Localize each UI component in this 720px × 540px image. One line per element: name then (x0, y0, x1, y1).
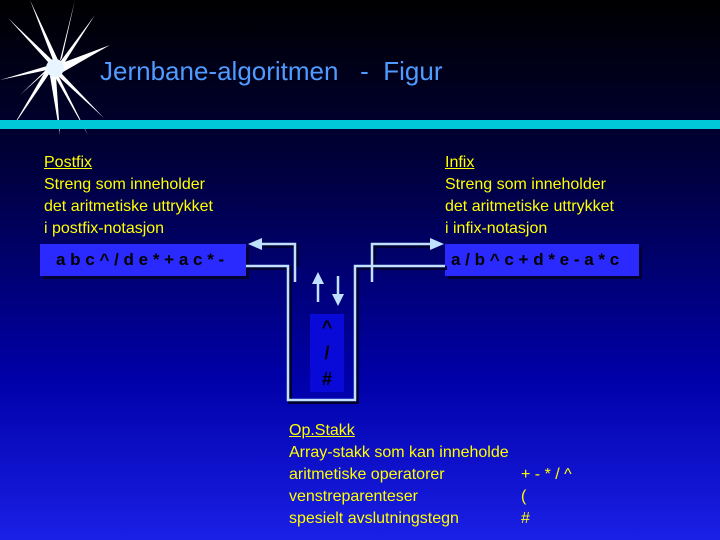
stack-item: / (324, 342, 330, 363)
postfix-heading: Postfix (44, 154, 93, 171)
stack-item: # (321, 368, 332, 389)
opstakk-row-value: + - * / ^ (521, 466, 572, 483)
arrowhead-left-icon (248, 238, 262, 250)
opstakk-row-value: ( (521, 488, 527, 505)
opstakk-row (289, 508, 572, 530)
opstakk-row-label: venstreparenteser (289, 488, 418, 505)
opstakk-description (289, 420, 572, 530)
opstakk-row (289, 464, 572, 486)
infix-heading: Infix (445, 154, 475, 171)
infix-line-3: i infix-notasjon (445, 220, 548, 237)
opstakk-row-label: spesielt avslutningstegn (289, 510, 459, 527)
arrowhead-up-icon (312, 272, 324, 284)
opstakk-heading: Op.Stakk (289, 422, 355, 439)
opstakk-line-1: Array-stakk som kan inneholde (289, 444, 509, 461)
infix-line-2: det aritmetiske uttrykket (445, 198, 614, 215)
postfix-line-1: Streng som inneholder (44, 176, 205, 193)
arrow-from-infix (372, 244, 430, 282)
track-line (246, 266, 445, 400)
postfix-expression-strip: a b c ^ / d e * + a c * - (40, 244, 246, 276)
opstakk-row-value: # (521, 510, 530, 527)
opstakk-row (289, 486, 572, 508)
infix-line-1: Streng som inneholder (445, 176, 606, 193)
operator-stack (310, 314, 344, 392)
postfix-line-2: det aritmetiske uttrykket (44, 198, 213, 215)
postfix-line-3: i postfix-notasjon (44, 220, 165, 237)
page-title: Jernbane-algoritmen - Figur (100, 56, 443, 86)
opstakk-row-label: aritmetiske operatorer (289, 466, 445, 483)
infix-expression-strip: a / b ^ c + d * e - a * c (445, 244, 639, 276)
stack-item: ^ (321, 316, 333, 337)
arrowhead-down-icon (332, 294, 344, 306)
arrowhead-right-icon (430, 238, 444, 250)
